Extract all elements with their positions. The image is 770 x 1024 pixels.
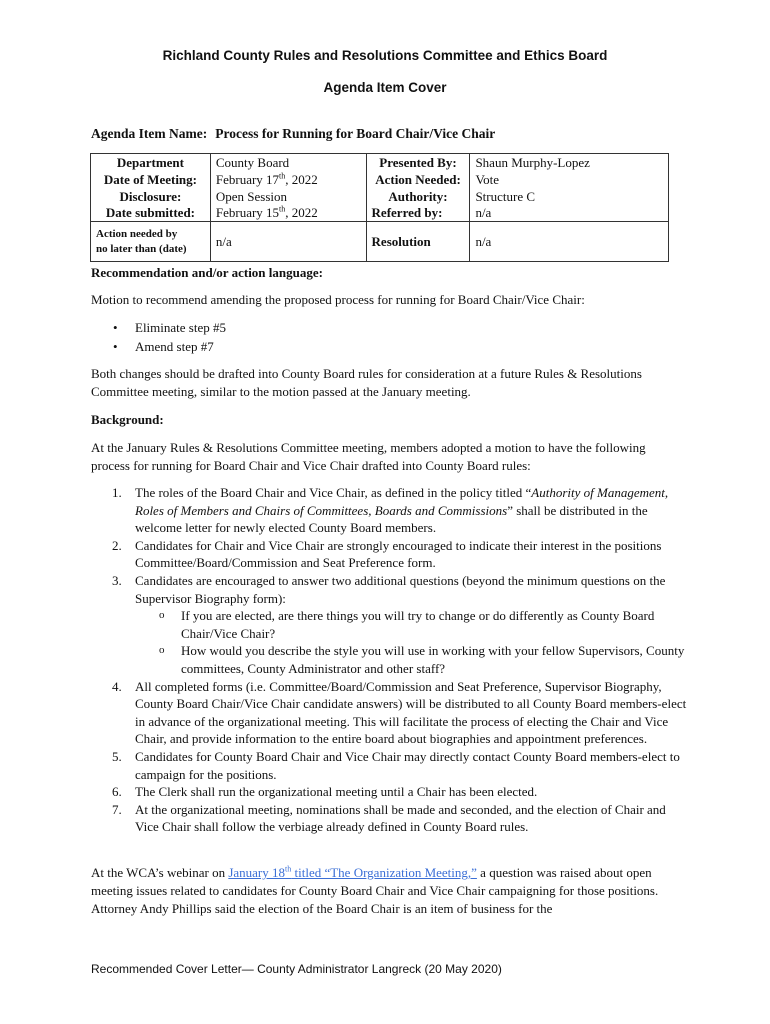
date-submitted-label: Date submitted: [91, 205, 211, 222]
list-item: 3. Candidates are encouraged to answer two additional questions (beyond the minimum questions on the Supervisor Biography form): o If you are elected, are there things you will try to change or do differently as County Board Chair/Vice Chair? o How would you describe the style you will use in working with your fellow Supervisors, County committees, County Administrator and other staff? [91, 572, 691, 678]
document-subtitle: Agenda Item Cover [323, 80, 447, 95]
action-needed-value: Vote [470, 171, 669, 188]
authority-label: Authority: [366, 188, 470, 205]
table-row [91, 154, 669, 171]
list-item: 2. Candidates for Chair and Vice Chair are strongly encouraged to indicate their interest in the positions Committee/Board/Commission and Seat Preference form. [112, 537, 662, 571]
disclosure-value: Open Session [210, 188, 366, 205]
page-footer: Recommended Cover Letter— County Administrator Langreck (20 May 2020) [91, 962, 502, 976]
date-of-meeting-label: Date of Meeting: [91, 171, 211, 188]
list-item: 6. The Clerk shall run the organizational meeting until a Chair has been elected. [112, 784, 538, 800]
department-label: Department [91, 154, 211, 171]
presented-by-value: Shaun Murphy-Lopez [470, 154, 669, 171]
motion-text: Motion to recommend amending the proposed process for running for Board Chair/Vice Chair: [91, 292, 585, 307]
list-item: 5. Candidates for County Board Chair and Vice Chair may directly contact County Board members-elect to campaign for the positions. [112, 748, 680, 782]
resolution-label: Resolution [366, 222, 470, 262]
document-title: Richland County Rules and Resolutions Committee and Ethics Board [162, 48, 608, 63]
list-item: • Eliminate step #5 [91, 318, 226, 337]
referred-by-value: n/a [470, 205, 669, 222]
wca-webinar-link[interactable]: January 18th titled “The Organization Meeting,” [228, 864, 477, 880]
list-item: o How would you describe the style you will use in working with your fellow Supervisors, County committees, County Administrator and other staff? [135, 642, 691, 677]
list-item: o If you are elected, are there things you will try to change or do differently as County Board Chair/Vice Chair? [135, 607, 691, 642]
table-row [91, 205, 669, 222]
recommendation-closing: Both changes should be drafted into County Board rules for consideration at a future Rules & Resolutions Committee meeting, similar to the motion passed at the January meeting. [91, 366, 642, 399]
agenda-item-value: Process for Running for Board Chair/Vice Chair [215, 126, 496, 141]
action-needed-label: Action Needed: [366, 171, 470, 188]
authority-value: Structure C [470, 188, 669, 205]
background-intro: At the January Rules & Resolutions Committee meeting, members adopted a motion to have the following process for running for Board Chair and Vice Chair drafted into County Board rules: [91, 440, 646, 473]
list-item: 7. At the organizational meeting, nominations shall be made and seconded, and the election of Chair and Vice Chair shall follow the verbiage already defined in County Board rules. [112, 801, 666, 835]
disclosure-label: Disclosure: [91, 188, 211, 205]
list-item: 1. The roles of the Board Chair and Vice Chair, as defined in the policy titled “Authority of Management, Roles of Members and Chairs of Committees, Boards and Commissions” shall be distributed in the welcome letter for newly elected County Board members. [112, 485, 669, 536]
resolution-value: n/a [470, 222, 669, 262]
action-needed-by-label: Action needed by no later than (date) [91, 222, 211, 262]
agenda-info-table [90, 153, 669, 262]
date-submitted-value: February 15th, 2022 [210, 205, 366, 222]
background-heading: Background: [91, 412, 164, 427]
process-steps [91, 484, 691, 836]
agenda-item-name [91, 126, 495, 142]
table-row [91, 171, 669, 188]
table-row [91, 188, 669, 205]
date-of-meeting-value: February 17th, 2022 [210, 171, 366, 188]
list-item: • Amend step #7 [91, 337, 226, 356]
recommendation-bullets [91, 318, 226, 356]
action-needed-by-value: n/a [210, 222, 366, 262]
department-value: County Board [210, 154, 366, 171]
agenda-item-label: Agenda Item Name: [91, 126, 208, 141]
list-item: 4. All completed forms (i.e. Committee/Board/Commission and Seat Preference, Supervisor Biography, County Board Chair/Vice Chair candidate answers) will be distributed to all County Board members-elect in advance of the organizational meeting. This will facilitate the process of electing the Chair and Vice Chair, and provide information to the entire board about biographies and appointment preferences. [112, 678, 687, 747]
table-row [91, 222, 669, 262]
presented-by-label: Presented By: [366, 154, 470, 171]
recommendation-heading: Recommendation and/or action language: [91, 265, 323, 280]
referred-by-label: Referred by: [366, 205, 470, 222]
step3-sublist [135, 607, 691, 677]
wca-paragraph: At the WCA’s webinar on January 18th titled “The Organization Meeting,” a question was raised about open meeting issues related to candidates for County Board Chair and Vice Chair campaigning for those positions. Attorney Andy Phillips said the election of the Board Chair is an item of business for the [91, 864, 659, 916]
